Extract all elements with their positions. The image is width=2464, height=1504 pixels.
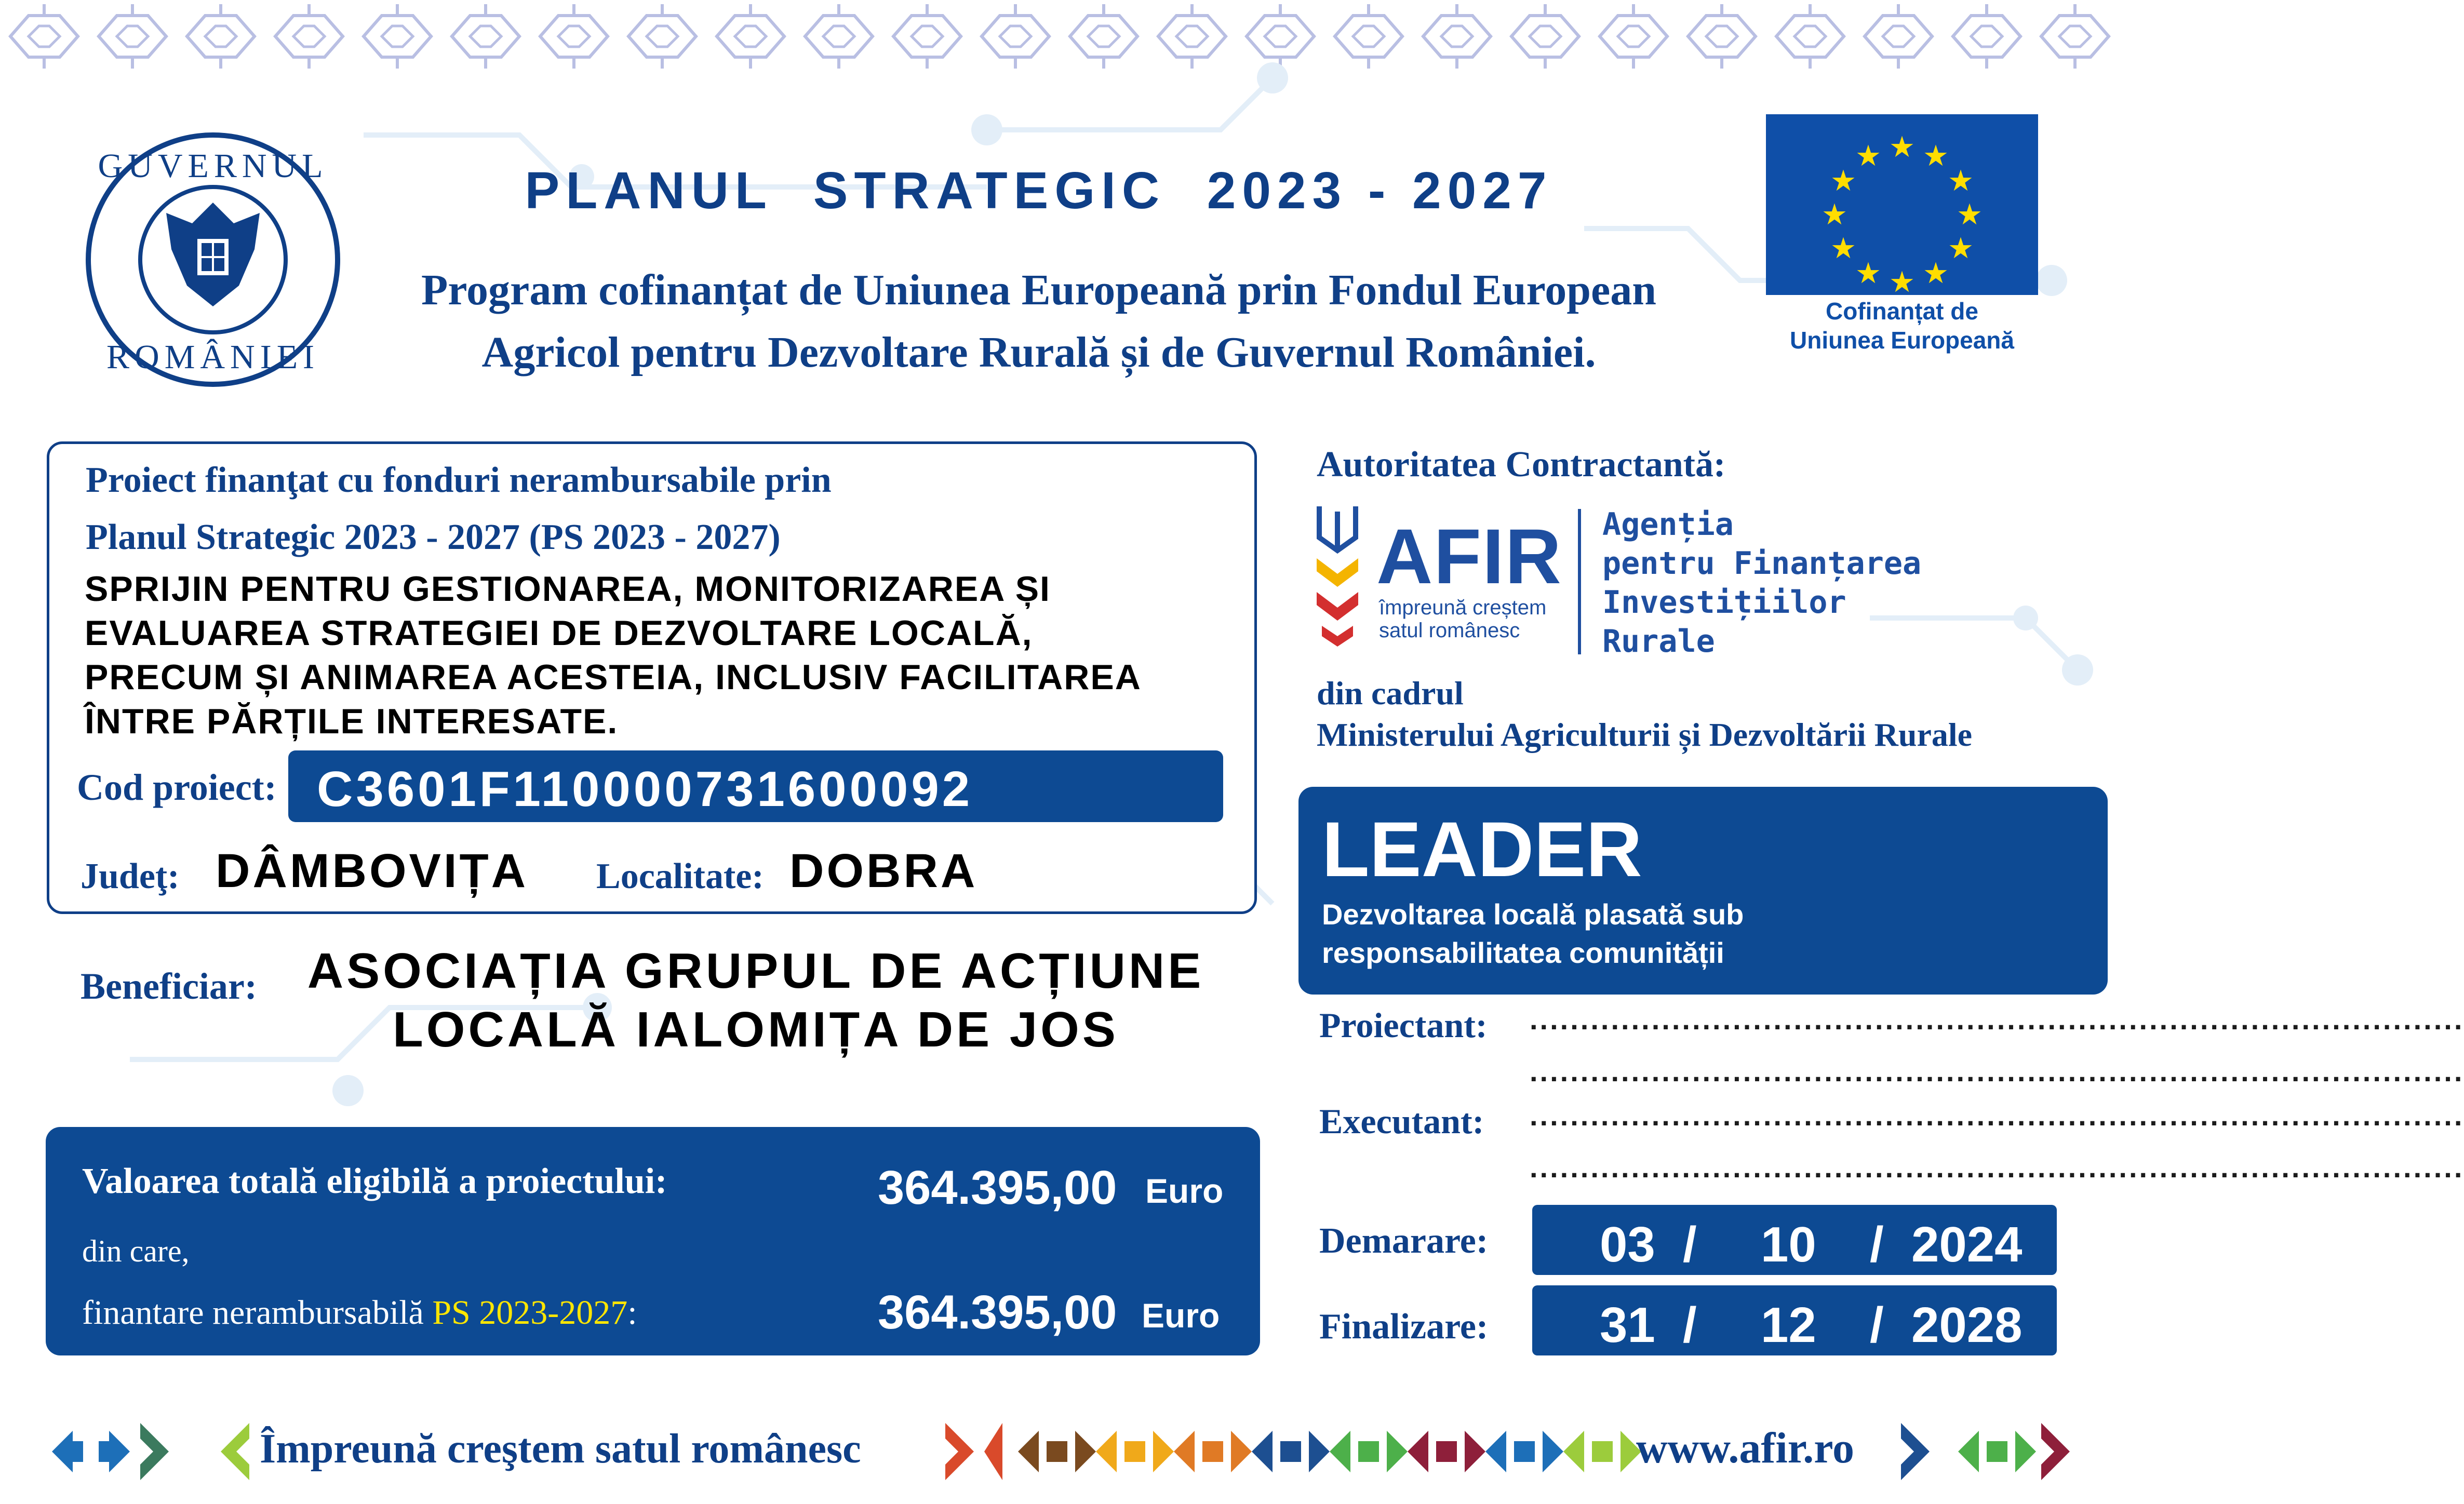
executor-label: Executant: — [1319, 1102, 1484, 1141]
svg-text:★: ★ — [1889, 130, 1916, 164]
start-year: 2024 — [1911, 1217, 2023, 1272]
ornament-mid-8 — [1485, 1413, 1563, 1490]
agency-name-line-4: Rurale — [1602, 623, 1715, 660]
beneficiary-name-line-1: ASOCIAȚIA GRUPUL DE ACȚIUNE — [307, 943, 1204, 999]
svg-text:★: ★ — [1821, 198, 1848, 232]
executor-line-1: ............................................................................................ — [1530, 1099, 2464, 1132]
project-code-value: C3601F110000731600092 — [317, 761, 973, 817]
seal-text-top: GUVERNUL — [98, 147, 328, 185]
total-value-label: Valoarea totală eligibilă a proiectului: — [82, 1161, 667, 1201]
total-value-amount: 364.395,00 — [878, 1161, 1117, 1214]
end-sep-2: / — [1870, 1297, 1884, 1353]
eu-flag — [1766, 114, 2038, 299]
ornament-mid-4 — [1174, 1413, 1252, 1490]
svg-text:★: ★ — [1922, 139, 1949, 173]
svg-text:★: ★ — [1947, 232, 1974, 265]
ornament-mid-6 — [1330, 1413, 1408, 1490]
ornament-left-2 — [130, 1413, 208, 1490]
designer-line-1: ............................................................................................ — [1530, 1003, 2464, 1036]
project-intro-line-1: Proiect finanţat cu fonduri nerambursabile prin — [86, 460, 832, 500]
locality-value: DOBRA — [789, 844, 978, 897]
designer-line-2: ............................................................................................ — [1530, 1055, 2464, 1087]
grant-label — [82, 1293, 637, 1333]
subtitle-line-1: Program cofinanțat de Uniunea Europeană prin Fondul European — [421, 266, 1657, 314]
end-month: 12 — [1761, 1297, 1816, 1353]
executor-line-2: ............................................................................................ — [1530, 1151, 2464, 1184]
grant-program: PS 2023-2027 — [432, 1294, 628, 1332]
start-day: 03 — [1600, 1217, 1655, 1272]
subtitle-line-2: Agricol pentru Dezvoltare Rurală și de Guvernul României. — [481, 328, 1596, 377]
svg-text:★: ★ — [1947, 164, 1974, 198]
project-name-line-3: PRECUM ȘI ANIMAREA ACESTEIA, INCLUSIV FACILITAREA — [85, 657, 1142, 697]
ornament-mid-1 — [935, 1413, 1013, 1490]
ornament-mid-7 — [1408, 1413, 1485, 1490]
project-name-line-2: EVALUAREA STRATEGIEI DE DEZVOLTARE LOCALĂ, — [85, 613, 1033, 653]
agency-name-line-3: Investițiilor — [1602, 584, 1846, 621]
afir-emblem-icon — [1314, 506, 1361, 647]
project-code-label: Cod proiect: — [77, 767, 277, 808]
ornament-band-top — [0, 0, 2113, 73]
end-date-box — [1532, 1285, 2057, 1355]
start-sep-1: / — [1683, 1217, 1697, 1272]
project-name-line-4: ÎNTRE PĂRȚILE INTERESATE. — [85, 702, 619, 741]
county-label: Judeţ: — [81, 856, 180, 896]
svg-text:★: ★ — [1830, 232, 1857, 265]
agency-name-line-2: pentru Finanțarea — [1602, 545, 1922, 582]
start-month: 10 — [1761, 1217, 1816, 1272]
eu-caption-line-1: Cofinanțat de — [1826, 298, 1978, 325]
ornament-mid-5 — [1252, 1413, 1330, 1490]
ornament-mid-2 — [1018, 1413, 1096, 1490]
ornament-right-3 — [2031, 1413, 2109, 1490]
ministry-line-2: Ministerului Agriculturii și Dezvoltării Rurale — [1317, 716, 1973, 753]
grant-colon: : — [627, 1294, 637, 1332]
svg-text:★: ★ — [1922, 257, 1949, 290]
total-value-currency: Euro — [1145, 1172, 1224, 1210]
project-name-line-1: SPRIJIN PENTRU GESTIONAREA, MONITORIZAREA ȘI — [85, 569, 1051, 609]
footer-slogan: Împreună creştem satul românesc — [260, 1426, 861, 1472]
of-which-label: din care, — [82, 1234, 190, 1268]
leader-line-1: Dezvoltarea locală plasată sub — [1322, 898, 1744, 931]
ministry-line-1: din cadrul — [1317, 675, 1464, 711]
ornament-mid-9 — [1563, 1413, 1641, 1490]
agency-name-line-1: Agenția — [1602, 506, 1734, 543]
beneficiary-label: Beneficiar: — [81, 965, 257, 1007]
government-seal — [83, 130, 343, 390]
project-intro-line-2: Planul Strategic 2023 - 2027 (PS 2023 - 2027) — [86, 517, 781, 557]
footer-website[interactable]: www.afir.ro — [1636, 1424, 1854, 1472]
end-date-label: Finalizare: — [1319, 1307, 1489, 1347]
footer-ornaments — [0, 1402, 2113, 1504]
seal-text-bottom: ROMÂNIEI — [106, 338, 319, 376]
svg-text:★: ★ — [1830, 164, 1857, 198]
afir-divider — [1578, 509, 1581, 654]
beneficiary-name-line-2: LOCALĂ IALOMIȚA DE JOS — [393, 1002, 1119, 1057]
eu-caption-line-2: Uniunea Europeană — [1790, 327, 2014, 354]
county-value: DÂMBOVIȚA — [216, 844, 529, 897]
svg-text:★: ★ — [1855, 139, 1882, 173]
start-date-box — [1532, 1205, 2057, 1275]
afir-slogan-line-1: împreună creștem — [1379, 596, 1547, 619]
grant-currency: Euro — [1142, 1296, 1220, 1335]
svg-text:★: ★ — [1956, 198, 1983, 232]
page-title: PLANUL STRATEGIC 2023 - 2027 — [525, 162, 1553, 220]
leader-title: LEADER — [1322, 805, 1642, 893]
start-sep-2: / — [1870, 1217, 1884, 1272]
afir-logo-text: AFIR — [1376, 513, 1562, 600]
leader-line-2: responsabilitatea comunității — [1322, 936, 1724, 969]
designer-label: Proiectant: — [1319, 1005, 1488, 1045]
end-sep-1: / — [1683, 1297, 1697, 1353]
ornament-right-1 — [1891, 1413, 1968, 1490]
grant-label-text: finantare nerambursabilă — [82, 1294, 424, 1332]
ornament-right-2 — [1958, 1413, 2036, 1490]
start-date-label: Demarare: — [1319, 1221, 1489, 1261]
grant-amount: 364.395,00 — [878, 1286, 1117, 1339]
authority-label: Autoritatea Contractantă: — [1317, 445, 1726, 485]
eu-stars-icon — [1766, 114, 2038, 299]
end-day: 31 — [1600, 1297, 1655, 1353]
svg-text:★: ★ — [1855, 257, 1882, 290]
end-year: 2028 — [1911, 1297, 2023, 1353]
ornament-mid-3 — [1096, 1413, 1174, 1490]
afir-slogan-line-2: satul românesc — [1379, 619, 1520, 642]
locality-label: Localitate: — [596, 856, 764, 896]
svg-text:★: ★ — [1889, 265, 1916, 299]
ornament-left-1 — [52, 1413, 130, 1490]
